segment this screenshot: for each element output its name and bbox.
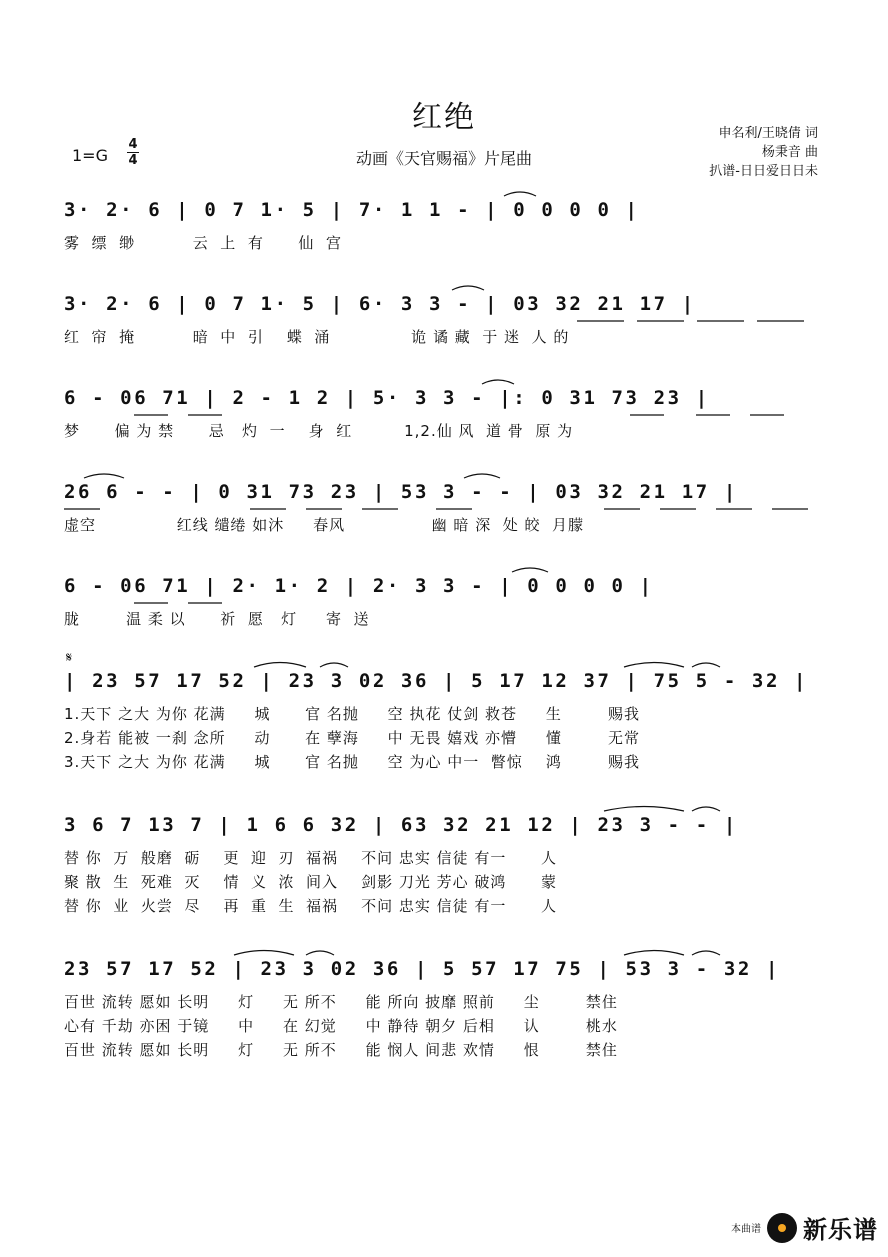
lyric-row: 百世 流转 愿如 长明 灯 无 所不 能 所向 披靡 照前 尘 禁住: [64, 993, 618, 1011]
site-watermark: [731, 1210, 878, 1245]
segno-sign: 𝄋: [66, 650, 73, 666]
score-line-7: [64, 808, 834, 842]
notes: | 23 57 17 52 | 23 3 02 36 | 5 17 12 37 | 75 5 - 32 |: [64, 670, 809, 692]
notes: 3· 2· 6 | 0 7 1· 5 | 7· 1 1 - | 0 0 0 0 |: [64, 199, 640, 221]
song-subtitle: 动画《天官赐福》片尾曲: [355, 149, 532, 168]
composer-credit: 杨秉音 曲: [761, 145, 818, 160]
score-line-3: [64, 381, 834, 415]
lyric-row: 梦 偏 为 禁 忌 灼 一 身 红 1,2.仙 风 道 骨 原 为: [64, 422, 574, 440]
lyric-row: 替 你 万 般磨 砺 更 迎 刃 福祸 不问 忠实 信徒 有一 人: [64, 849, 558, 867]
notes: 23 57 17 52 | 23 3 02 36 | 5 57 17 75 | 53 3 - 32 |: [64, 958, 780, 980]
notes: 3 6 7 13 7 | 1 6 6 32 | 63 32 21 12 | 23 3 - - |: [64, 814, 738, 836]
score-line-5: [64, 569, 834, 603]
time-signature-bottom: 4: [128, 153, 138, 168]
lyric-row: 1.天下 之大 为你 花满 城 官 名抛 空 执花 仗剑 救苍 生 赐我: [64, 705, 640, 723]
time-signature-top: 4: [128, 137, 138, 152]
score-line-6: [64, 664, 834, 698]
lyric-row: 3.天下 之大 为你 花满 城 官 名抛 空 为心 中一 瞥惊 鸿 赐我: [64, 753, 640, 771]
notes: 6 - 06 71 | 2· 1· 2 | 2· 3 3 - | 0 0 0 0 |: [64, 575, 654, 597]
lyric-row: 胧 温 柔 以 祈 愿 灯 寄 送: [64, 610, 370, 628]
score-line-4: [64, 475, 834, 509]
lyric-row: 2.身若 能被 一刹 念所 动 在 孽海 中 无畏 嬉戏 亦懵 懂 无常: [64, 729, 640, 747]
score-line-1: [64, 193, 834, 227]
notes: 26 6 - - | 0 31 73 23 | 53 3 - - | 03 32 21 17 |: [64, 481, 738, 503]
watermark-note: 本曲谱: [731, 1224, 761, 1235]
lyric-row: 聚 散 生 死难 灭 情 义 浓 间入 剑影 刀光 芳心 破鸿 蒙: [64, 873, 558, 891]
score-line-8: [64, 952, 834, 986]
time-signature: [125, 137, 141, 168]
lyric-row: 心有 千劫 亦困 于镜 中 在 幻觉 中 静待 朝夕 后相 认 桃水: [64, 1017, 618, 1035]
lyric-row: 雾 缥 缈 云 上 有 仙 宫: [64, 234, 342, 252]
watermark-brand: 新乐谱: [803, 1216, 878, 1244]
lyric-row: 替 你 业 火尝 尽 再 重 生 福祸 不问 忠实 信徒 有一 人: [64, 897, 558, 915]
notes: 3· 2· 6 | 0 7 1· 5 | 6· 3 3 - | 03 32 21 17 |: [64, 293, 696, 315]
lyric-row: 百世 流转 愿如 长明 灯 无 所不 能 悯人 间悲 欢情 恨 禁住: [64, 1041, 618, 1059]
song-title: 红绝: [412, 100, 476, 135]
notes: 6 - 06 71 | 2 - 1 2 | 5· 3 3 - |: 0 31 73 23 |: [64, 387, 710, 409]
score-line-2: [64, 287, 834, 321]
transcriber-credit: 扒谱-日日爱日日未: [709, 164, 818, 179]
lyric-row: 红 帘 掩 暗 中 引 蝶 涌 诡 谲 藏 于 迷 人 的: [64, 328, 570, 346]
lyric-row: 虚空 红线 缱绻 如沐 春风 幽 暗 深 处 皎 月朦: [64, 516, 585, 534]
key-signature: 1=G: [72, 146, 108, 165]
record-disc-icon: [767, 1213, 797, 1243]
lyricist-credit: 申名利/王晓倩 词: [718, 126, 818, 141]
